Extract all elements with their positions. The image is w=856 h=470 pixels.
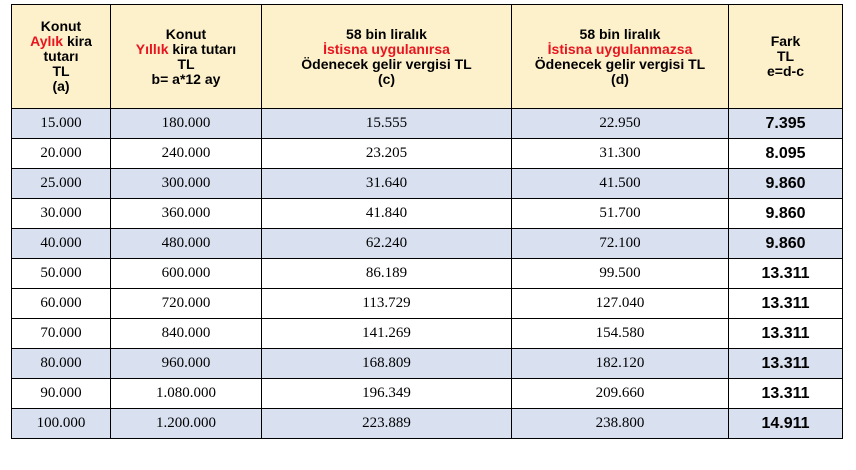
header-tax-without-exemption xyxy=(512,5,729,109)
cell-yearly-rent: 480.000 xyxy=(111,229,262,259)
cell-monthly-rent: 50.000 xyxy=(12,259,111,289)
cell-tax-without-exemption: 99.500 xyxy=(512,259,729,289)
table-row xyxy=(12,379,843,409)
table-row xyxy=(12,289,843,319)
table-row xyxy=(12,259,843,289)
cell-monthly-rent: 100.000 xyxy=(12,409,111,439)
cell-monthly-rent: 80.000 xyxy=(12,349,111,379)
header-text: TL xyxy=(776,48,795,64)
header-highlight: Aylık xyxy=(30,33,64,49)
table-row xyxy=(12,139,843,169)
table-row xyxy=(12,169,843,199)
cell-yearly-rent: 960.000 xyxy=(111,349,262,379)
table-row xyxy=(12,229,843,259)
cell-difference: 13.311 xyxy=(729,349,843,379)
header-text: kira xyxy=(66,33,92,49)
cell-tax-with-exemption: 62.240 xyxy=(262,229,512,259)
rent-tax-table xyxy=(11,4,843,439)
cell-tax-with-exemption: 31.640 xyxy=(262,169,512,199)
cell-monthly-rent: 40.000 xyxy=(12,229,111,259)
cell-tax-with-exemption: 113.729 xyxy=(262,289,512,319)
cell-tax-without-exemption: 31.300 xyxy=(512,139,729,169)
header-text: 58 bin liralık xyxy=(346,25,427,42)
cell-tax-with-exemption: 168.809 xyxy=(262,349,512,379)
cell-difference: 7.395 xyxy=(729,109,843,139)
cell-difference: 9.860 xyxy=(729,169,843,199)
header-highlight: İstisna uygulanmazsa xyxy=(547,40,693,57)
table-row xyxy=(12,109,843,139)
header-row xyxy=(12,5,843,109)
cell-tax-without-exemption: 51.700 xyxy=(512,199,729,229)
header-text: Ödenecek gelir vergisi TL xyxy=(534,55,706,72)
cell-monthly-rent: 30.000 xyxy=(12,199,111,229)
header-text: Fark xyxy=(770,33,801,49)
cell-yearly-rent: 1.080.000 xyxy=(111,379,262,409)
header-text: e=d-c xyxy=(767,63,804,79)
cell-tax-with-exemption: 15.555 xyxy=(262,109,512,139)
cell-monthly-rent: 90.000 xyxy=(12,379,111,409)
cell-difference: 13.311 xyxy=(729,289,843,319)
cell-yearly-rent: 600.000 xyxy=(111,259,262,289)
cell-difference: 13.311 xyxy=(729,259,843,289)
header-text: TL xyxy=(177,55,195,72)
cell-tax-with-exemption: 223.889 xyxy=(262,409,512,439)
cell-yearly-rent: 240.000 xyxy=(111,139,262,169)
cell-difference: 8.095 xyxy=(729,139,843,169)
header-text: (a) xyxy=(52,78,70,94)
table-row xyxy=(12,409,843,439)
table-row xyxy=(12,319,843,349)
cell-tax-without-exemption: 127.040 xyxy=(512,289,729,319)
cell-tax-without-exemption: 72.100 xyxy=(512,229,729,259)
cell-monthly-rent: 15.000 xyxy=(12,109,111,139)
header-text: TL xyxy=(52,63,70,79)
header-difference xyxy=(729,5,843,109)
cell-tax-with-exemption: 141.269 xyxy=(262,319,512,349)
cell-tax-with-exemption: 23.205 xyxy=(262,139,512,169)
header-monthly-rent xyxy=(12,5,111,109)
cell-tax-with-exemption: 86.189 xyxy=(262,259,512,289)
cell-yearly-rent: 720.000 xyxy=(111,289,262,319)
header-highlight: İstisna uygulanırsa xyxy=(323,40,450,57)
header-text: 58 bin liralık xyxy=(579,25,661,42)
cell-difference: 9.860 xyxy=(729,229,843,259)
cell-tax-without-exemption: 238.800 xyxy=(512,409,729,439)
cell-monthly-rent: 20.000 xyxy=(12,139,111,169)
cell-tax-with-exemption: 41.840 xyxy=(262,199,512,229)
cell-monthly-rent: 60.000 xyxy=(12,289,111,319)
cell-tax-without-exemption: 209.660 xyxy=(512,379,729,409)
header-text: Konut xyxy=(165,25,207,42)
cell-monthly-rent: 25.000 xyxy=(12,169,111,199)
cell-tax-without-exemption: 154.580 xyxy=(512,319,729,349)
header-text: b= a*12 ay xyxy=(151,70,221,87)
cell-tax-without-exemption: 22.950 xyxy=(512,109,729,139)
header-text: Konut xyxy=(40,18,82,34)
cell-yearly-rent: 840.000 xyxy=(111,319,262,349)
cell-yearly-rent: 360.000 xyxy=(111,199,262,229)
cell-difference: 13.311 xyxy=(729,379,843,409)
cell-tax-with-exemption: 196.349 xyxy=(262,379,512,409)
header-text: (c) xyxy=(377,70,396,87)
header-text: (d) xyxy=(611,70,629,87)
header-yearly-rent xyxy=(111,5,262,109)
cell-difference: 9.860 xyxy=(729,199,843,229)
cell-difference: 13.311 xyxy=(729,319,843,349)
cell-tax-without-exemption: 182.120 xyxy=(512,349,729,379)
cell-yearly-rent: 180.000 xyxy=(111,109,262,139)
table-row xyxy=(12,199,843,229)
header-text: Ödenecek gelir vergisi TL xyxy=(301,55,472,72)
table-row xyxy=(12,349,843,379)
cell-monthly-rent: 70.000 xyxy=(12,319,111,349)
cell-tax-without-exemption: 41.500 xyxy=(512,169,729,199)
cell-difference: 14.911 xyxy=(729,409,843,439)
table-body xyxy=(12,109,843,439)
cell-yearly-rent: 1.200.000 xyxy=(111,409,262,439)
header-text: kira tutarı xyxy=(172,40,237,57)
header-highlight: Yıllık xyxy=(135,40,169,57)
header-text: tutarı xyxy=(43,48,79,64)
cell-yearly-rent: 300.000 xyxy=(111,169,262,199)
header-tax-with-exemption xyxy=(262,5,512,109)
